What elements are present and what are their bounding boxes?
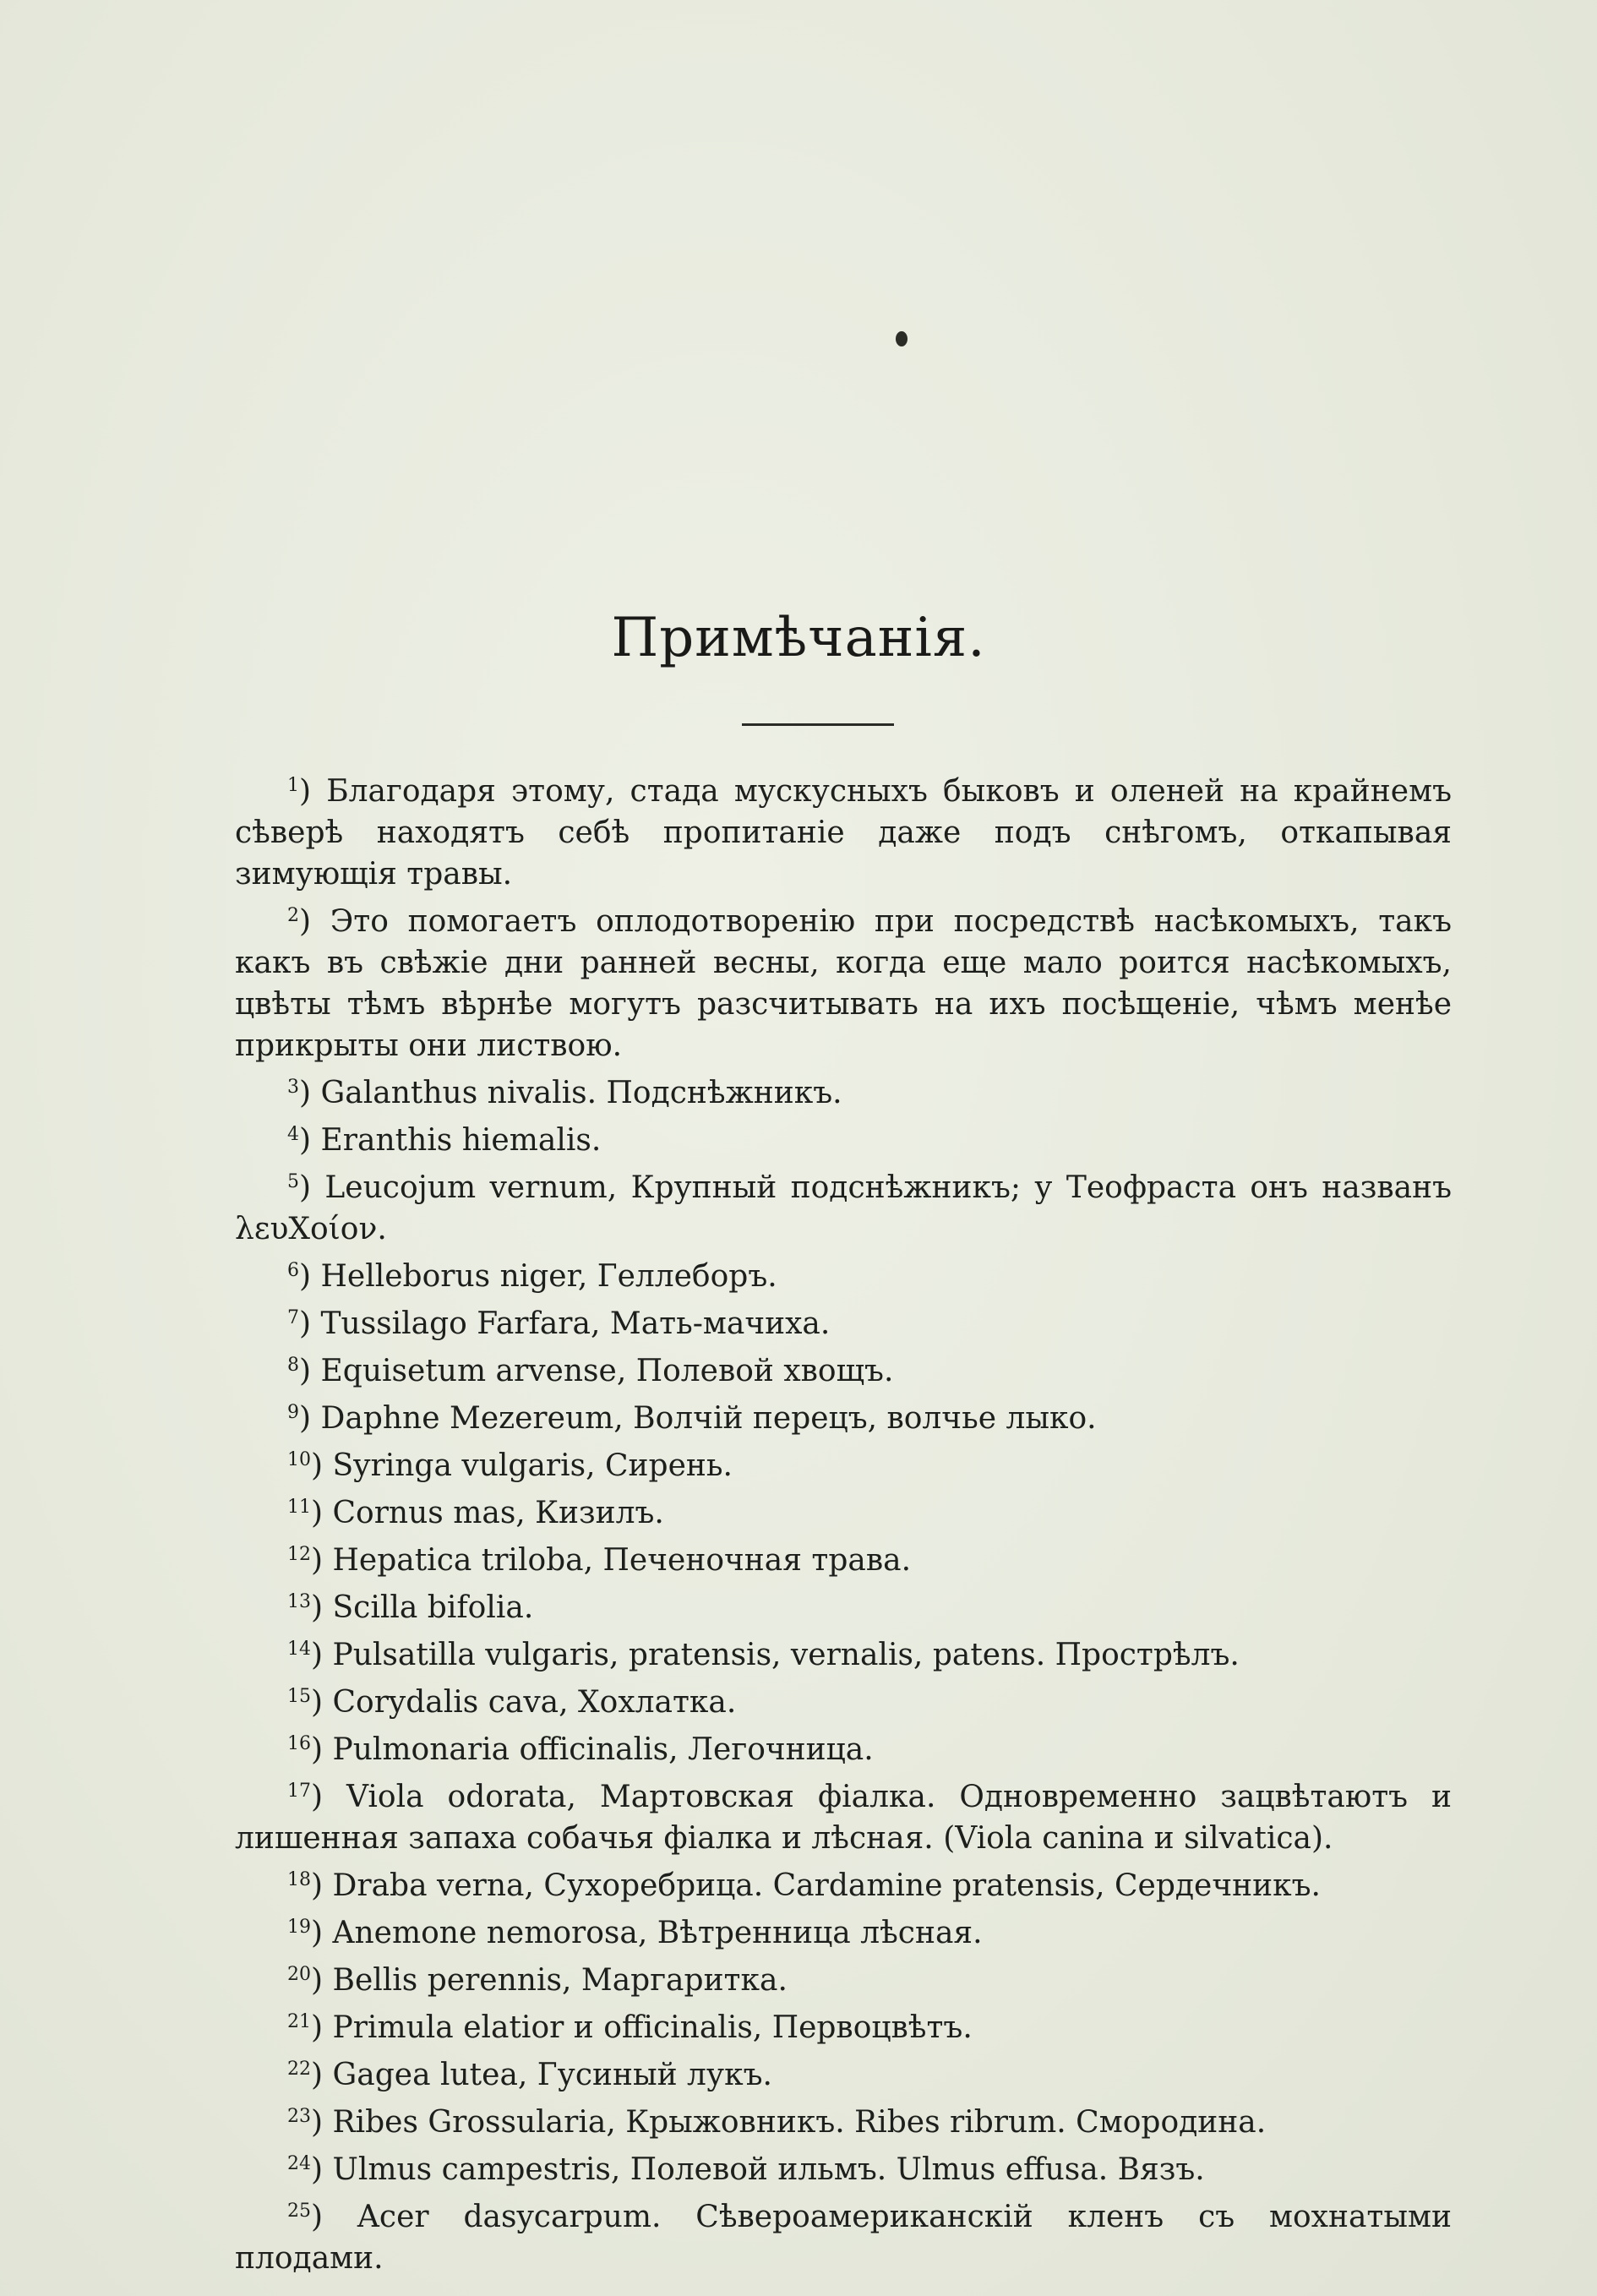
footnote <box>235 1392 1452 1439</box>
footnote-text: Eranthis hiemalis. <box>320 1123 602 1158</box>
footnote <box>235 2096 1452 2143</box>
footnote <box>235 1250 1452 1297</box>
footnote-number: 13 <box>287 1591 311 1612</box>
footnote <box>235 1581 1452 1628</box>
footnote-text: Tussilago Farfara, Мать-мачиха. <box>320 1306 831 1341</box>
footnote-text: Galanthus nivalis. Подснѣжникъ. <box>320 1076 842 1110</box>
footnote <box>235 1344 1452 1392</box>
footnote <box>235 2190 1452 2279</box>
footnote-paren: ) <box>299 1123 321 1158</box>
footnote-number: 16 <box>287 1733 311 1754</box>
footnote-paren: ) <box>311 1448 333 1483</box>
notes-list <box>235 765 1452 2279</box>
footnote-paren: ) <box>311 2152 333 2187</box>
footnote-text: Acer dasycarpum. Сѣвероамериканскій кленъ съ мохнатыми плодами. <box>235 2200 1452 2276</box>
footnote-number: 14 <box>287 1639 311 1660</box>
footnote-paren: ) <box>311 2105 333 2140</box>
footnote-number: 22 <box>287 2059 311 2080</box>
footnote-number: 11 <box>287 1497 311 1518</box>
footnote-number: 21 <box>287 2011 311 2032</box>
footnote-number: 17 <box>287 1781 311 1802</box>
footnote-paren: ) <box>311 1543 333 1578</box>
footnote-paren: ) <box>311 1916 333 1950</box>
footnote-number: 12 <box>287 1544 311 1565</box>
footnote-paren: ) <box>311 1868 333 1903</box>
footnote <box>235 2001 1452 2048</box>
footnote-text: Primula elatior и officinalis, Первоцвѣтъ. <box>332 2010 973 2045</box>
footnote-text: Syringa vulgaris, Сирень. <box>332 1448 733 1483</box>
footnote-paren: ) <box>299 1354 321 1388</box>
footnote-text: Bellis perennis, Маргаритка. <box>332 1963 788 1998</box>
footnote-text: Equisetum arvense, Полевой хвощъ. <box>320 1354 894 1388</box>
footnote-paren: ) <box>311 1496 333 1530</box>
title-divider <box>742 723 894 726</box>
footnote <box>235 1859 1452 1906</box>
footnote-text: Это помогаетъ оплодотворенію при посредствѣ насѣкомыхъ, такъ какъ въ свѣжіе дни ранней весны, когда еще мало роится насѣкомыхъ, цвѣты тѣмъ вѣрнѣе могутъ разсчитывать на ихъ посѣщеніе, чѣмъ менѣе прикрыты они листвою. <box>235 904 1452 1063</box>
footnote-paren: ) <box>311 1590 333 1625</box>
footnote-text: Ribes Grossularia, Крыжовникъ. Ribes ribrum. Смородина. <box>332 2105 1267 2140</box>
footnote-number: 20 <box>287 1964 311 1985</box>
footnote <box>235 2143 1452 2190</box>
footnote-paren: ) <box>299 1259 321 1294</box>
footnote <box>235 1486 1452 1534</box>
footnote-number: 18 <box>287 1869 311 1890</box>
footnote-paren: ) <box>299 1401 321 1436</box>
footnote-text: Corydalis cava, Хохлатка. <box>332 1685 737 1720</box>
footnote <box>235 1906 1452 1954</box>
footnote-text: Благодаря этому, стада мускусныхъ быковъ и оленей на крайнемъ сѣверѣ находятъ себѣ пропитаніе даже подъ снѣгомъ, откапывая зимующія травы. <box>235 774 1452 892</box>
footnote-text: Leucojum vernum, Крупный подснѣжникъ; у Теофраста онъ названъ λευΧοίον. <box>235 1170 1452 1246</box>
footnote <box>235 1954 1452 2001</box>
footnote <box>235 895 1452 1066</box>
footnote <box>235 1066 1452 1114</box>
footnote-text: Daphne Mezereum, Волчій перецъ, волчье лыко. <box>320 1401 1097 1436</box>
footnote <box>235 1114 1452 1161</box>
footnote-number: 24 <box>287 2153 311 2174</box>
footnote-number: 4 <box>287 1124 299 1145</box>
footnote-text: Helleborus niger, Геллеборъ. <box>320 1259 777 1294</box>
footnote <box>235 1297 1452 1344</box>
footnote <box>235 1770 1452 1859</box>
footnote-paren: ) <box>311 2010 333 2045</box>
footnote-text: Pulmonaria officinalis, Легочница. <box>332 1732 874 1767</box>
footnote-number: 10 <box>287 1449 311 1470</box>
footnote-number: 25 <box>287 2201 311 2222</box>
footnote <box>235 1161 1452 1250</box>
footnote <box>235 1676 1452 1723</box>
footnote-paren: ) <box>311 1685 333 1720</box>
footnote-paren: ) <box>311 1780 347 1814</box>
footnote-text: Ulmus campestris, Полевой ильмъ. Ulmus effusa. Вязъ. <box>332 2152 1205 2187</box>
footnote-text: Draba verna, Сухоребрица. Cardamine pratensis, Сердечникъ. <box>332 1868 1321 1903</box>
footnote-text: Viola odorata, Мартовская фіалка. Одновременно зацвѣтаютъ и лишенная запаха собачья фіалка и лѣсная. (Viola canina и silvatica). <box>235 1780 1452 1856</box>
footnote-paren: ) <box>299 1306 321 1341</box>
footnote-paren: ) <box>311 1732 333 1767</box>
page-title: Примѣчанія. <box>611 607 986 669</box>
footnote-paren: ) <box>299 904 330 939</box>
footnote-number: 6 <box>287 1260 299 1281</box>
footnote-text: Gagea lutea, Гусиный лукъ. <box>332 2058 772 2092</box>
footnote-paren: ) <box>311 1963 333 1998</box>
footnote-number: 2 <box>287 905 299 926</box>
footnote <box>235 2048 1452 2096</box>
footnote-paren: ) <box>311 2058 333 2092</box>
footnote-number: 23 <box>287 2106 311 2127</box>
footnote-number: 1 <box>287 775 299 796</box>
footnote <box>235 1628 1452 1676</box>
footnote-number: 9 <box>287 1402 299 1423</box>
footnote <box>235 1723 1452 1770</box>
footnote-number: 19 <box>287 1917 311 1938</box>
footnote-number: 8 <box>287 1355 299 1376</box>
footnote-paren: ) <box>299 774 327 809</box>
footnote-text: Scilla bifolia. <box>332 1590 534 1625</box>
footnote-text: Hepatica triloba, Печеночная трава. <box>332 1543 912 1578</box>
footnote-number: 5 <box>287 1171 299 1192</box>
ink-speck <box>896 331 908 346</box>
footnote-text: Cornus mas, Кизилъ. <box>332 1496 664 1530</box>
footnote <box>235 1439 1452 1486</box>
footnote-text: Anemone nemorosa, Вѣтренница лѣсная. <box>332 1916 983 1950</box>
footnote-paren: ) <box>299 1170 325 1205</box>
footnote-number: 7 <box>287 1307 299 1328</box>
footnote-paren: ) <box>311 1638 333 1672</box>
footnote-number: 15 <box>287 1686 311 1707</box>
footnote <box>235 765 1452 895</box>
footnote-paren: ) <box>299 1076 321 1110</box>
footnote-text: Pulsatilla vulgaris, pratensis, vernalis, patens. Прострѣлъ. <box>332 1638 1240 1672</box>
footnote-number: 3 <box>287 1077 299 1098</box>
footnote-paren: ) <box>311 2200 357 2234</box>
footnote <box>235 1534 1452 1581</box>
